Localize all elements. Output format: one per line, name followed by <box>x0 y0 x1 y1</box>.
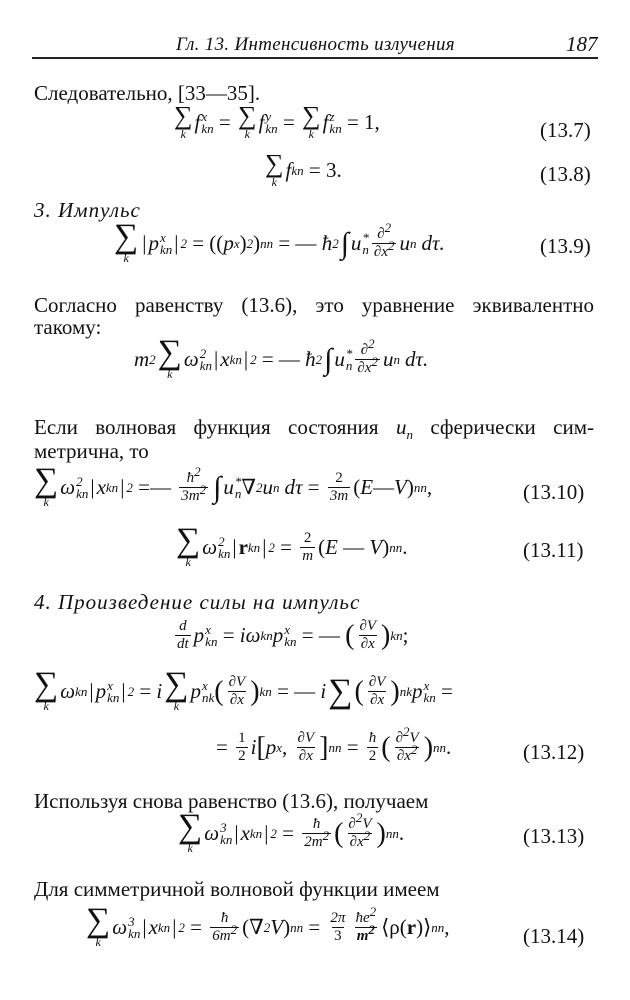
equation-13-12-line1: ∑ k ω kn | p x kn | 2 = i ∑ k p x nk ( $\frac{\partial V}{\partial x}$ ) kn = — i ∑ ( $\frac{\partial V}{\partial x}$ ) nk p x kn = <box>34 666 453 713</box>
equation-number: (13.10) <box>523 480 585 504</box>
equation-number: (13.8) <box>540 162 591 186</box>
equation-number: (13.9) <box>540 234 591 258</box>
header-rule <box>32 57 598 59</box>
equation-13-13: ∑ k ω 3 kn | x kn | 2 = $\frac{ħ}{2m^2}$ ( $\frac{\partial^2V}{\partial x^2}$ ) nn . <box>178 808 405 855</box>
paragraph-using-again: Используя снова равенство (13.6), получаем <box>34 789 429 813</box>
equation-13-12-line2: = $\frac{1}{2}$ i [ p x , $\frac{\partial V}{\partial x}$ ] nn = $\frac{ħ}{2}$ ( $\frac{\partial^2V}{\partial x^2}$ ) nn . <box>216 724 452 764</box>
equation-number: (13.14) <box>523 924 585 948</box>
equation-13-7: ∑ k f x kn = ∑ k f y kn = ∑ k f z kn = 1, <box>174 101 380 141</box>
paragraph-spherical-line1 <box>34 414 594 441</box>
equation-13-11: ∑ k ω 2 kn | r kn | 2 = $\frac{2}{m}$ ( E — V ) nn . <box>176 522 408 569</box>
section-heading-4: 4. Произведение силы на импульс <box>34 590 361 614</box>
page-number: 187 <box>566 32 598 56</box>
equation-13-9: ∑ k | p x kn | 2 = (( p x ) 2 ) nn = — ħ 2 ∫ u * n $\frac{\partial^2}{\partial x^2}$ u n dτ. <box>114 218 445 265</box>
section-heading-3: 3. Импульс <box>34 198 141 222</box>
equation-unnumbered-1: m 2 ∑ k ω 2 kn | x kn | 2 = — ħ 2 ∫ u * n $\frac{\partial^2}{\partial x^2}$ u n dτ. <box>134 334 429 381</box>
paragraph-spherical-text-a: Если волновая функция состояния <box>34 415 379 439</box>
equation-13-10: ∑ k ω 2 kn | x kn | 2 =— $\frac{ħ^2}{3m^2}$ ∫ u * n ∇ 2 u n dτ = $\frac{2}{3m}$ ( E — V ) nn , <box>34 462 433 509</box>
paragraph-equivalent-line1: Согласно равенству (13.6), это уравнение эквивалентно <box>34 293 594 317</box>
running-header <box>0 30 630 60</box>
chapter-title: Гл. 13. Интенсивность излучения <box>176 34 455 55</box>
equation-number: (13.11) <box>523 538 584 562</box>
paragraph-spherical-line2: метрична, то <box>34 439 149 463</box>
equation-unnumbered-2: $\frac{d}{dt}$ p x kn = iω kn p x kn = — ( $\frac{\partial V}{\partial x}$ ) kn ; <box>177 618 409 652</box>
equation-number: (13.12) <box>523 740 585 764</box>
equation-13-8: ∑ k f kn = 3. <box>265 149 342 189</box>
equation-13-14: ∑ k ω 3 kn | x kn | 2 = $\frac{ħ}{6m^2}$ (∇ 2 V ) nn = $\frac{2\pi}{3}$ $\frac{ħe^2}{m^2}$ ⟨ρ( r )⟩ nn , <box>86 902 450 949</box>
paragraph-symmetric: Для симметричной волновой функции имеем <box>34 877 440 901</box>
paragraph-consequently: Следовательно, [33—35]. <box>34 81 261 105</box>
equation-number: (13.13) <box>523 824 585 848</box>
equation-number: (13.7) <box>540 118 591 142</box>
paragraph-spherical-text-b: сферически сим- <box>430 415 594 439</box>
paragraph-equivalent-line2: такому: <box>34 315 102 339</box>
wavefunction-symbol: $u_n$ <box>395 415 413 443</box>
